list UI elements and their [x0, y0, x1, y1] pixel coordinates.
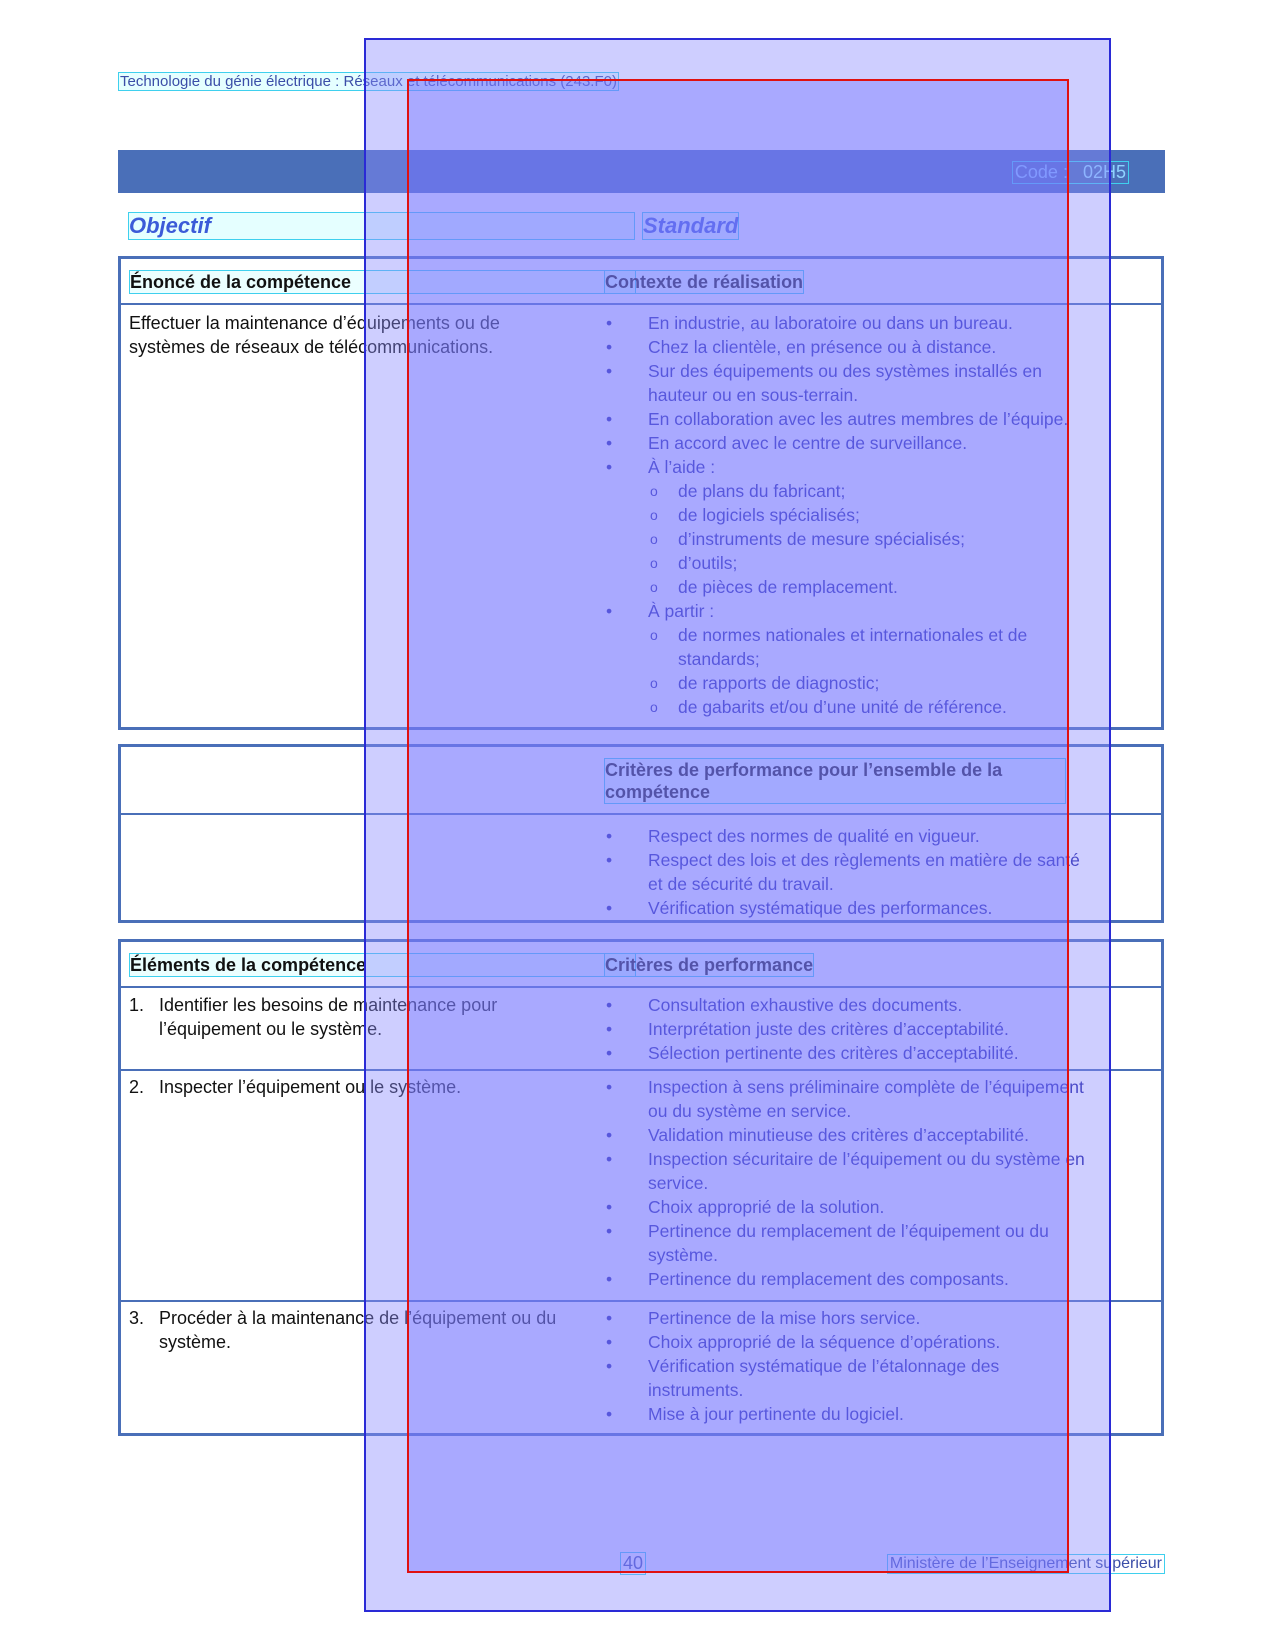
context-item: • En industrie, au laboratoire ou dans un bureau.	[604, 311, 1094, 335]
context-heading: Contexte de réalisation	[605, 272, 804, 292]
performance-criterion: • Pertinence de la mise hors service.	[604, 1306, 1094, 1330]
context-item: • À partir : o de normes nationales et internationales et de standards; o de rapports de diagnostic; o de gabarits et/ou d’une unité de référence.	[604, 599, 1094, 719]
performance-criterion: • Pertinence du remplacement de l’équipement ou du système.	[604, 1219, 1094, 1267]
overall-criterion: • Vérification systématique des performances.	[604, 896, 1094, 920]
page-number: 40	[620, 1552, 646, 1575]
performance-criterion: • Validation minutieuse des critères d’acceptabilité.	[604, 1123, 1094, 1147]
objective-column-heading: Objectif	[128, 212, 635, 240]
performance-criterion: • Inspection sécuritaire de l’équipement ou du système en service.	[604, 1147, 1094, 1195]
code-value: 02H5	[1082, 162, 1126, 182]
elements-heading: Éléments de la compétence	[129, 953, 636, 977]
performance-criterion: • Sélection pertinente des critères d’acceptabilité.	[604, 1041, 1094, 1065]
context-item: • Chez la clientèle, en présence ou à distance.	[604, 335, 1094, 359]
performance-criterion: • Interprétation juste des critères d’acceptabilité.	[604, 1017, 1094, 1041]
context-subitem: o d’instruments de mesure spécialisés;	[648, 527, 1094, 551]
performance-criterion: • Vérification systématique de l’étalonnage des instruments.	[604, 1354, 1094, 1402]
context-subitem: o de logiciels spécialisés;	[648, 503, 1094, 527]
element-number: 3.	[129, 1308, 145, 1328]
context-subitem: o de pièces de remplacement.	[648, 575, 1094, 599]
element-number: 1.	[129, 995, 145, 1015]
overall-criteria-heading: Critères de performance pour l’ensemble de la compétence	[604, 758, 1066, 804]
performance-criterion: • Choix approprié de la solution.	[604, 1195, 1094, 1219]
standard-column-heading: Standard	[643, 213, 739, 238]
performance-criterion: • Consultation exhaustive des documents.	[604, 993, 1094, 1017]
context-subitem: o de gabarits et/ou d’une unité de référence.	[648, 695, 1094, 719]
context-item: • En collaboration avec les autres membres de l’équipe.	[604, 407, 1094, 431]
element-label: Inspecter l’équipement ou le système.	[159, 1077, 462, 1097]
overall-criterion: • Respect des normes de qualité en vigueur.	[604, 824, 1094, 848]
element-label: Identifier les besoins de maintenance pour l’équipement ou le système.	[159, 995, 498, 1039]
competency-statement: Effectuer la maintenance d’équipements ou de systèmes de réseaux de télécommunications.	[129, 313, 500, 357]
context-subitem: o de rapports de diagnostic;	[648, 671, 1094, 695]
overall-criterion: • Respect des lois et des règlements en matière de santé et de sécurité du travail.	[604, 848, 1094, 896]
performance-criterion: • Mise à jour pertinente du logiciel.	[604, 1402, 1094, 1426]
context-subitem: o de normes nationales et internationales et de standards;	[648, 623, 1094, 671]
statement-heading: Énoncé de la compétence	[129, 270, 636, 294]
context-item: • À l’aide : o de plans du fabricant; o de logiciels spécialisés; o d’instruments de mesure spécialisés; o d’outils; o de pièces de remplacement.	[604, 455, 1094, 599]
performance-criterion: • Choix approprié de la séquence d’opérations.	[604, 1330, 1094, 1354]
context-subitem: o d’outils;	[648, 551, 1094, 575]
document-title: Technologie du génie électrique : Réseaux et télécommunications (243.F0)	[120, 73, 617, 90]
context-subitem: o de plans du fabricant;	[648, 479, 1094, 503]
context-item: • Sur des équipements ou des systèmes installés en hauteur ou en sous-terrain.	[604, 359, 1094, 407]
element-number: 2.	[129, 1077, 145, 1097]
context-item: • En accord avec le centre de surveillance.	[604, 431, 1094, 455]
code-label: Code :	[1014, 162, 1068, 182]
element-label: Procéder à la maintenance de l’équipement ou du système.	[159, 1308, 557, 1352]
performance-criterion: • Inspection à sens préliminaire complète de l’équipement ou du système en service.	[604, 1075, 1094, 1123]
ministry-name: Ministère de l’Enseignement supérieur	[887, 1554, 1165, 1574]
performance-criterion: • Pertinence du remplacement des composants.	[604, 1267, 1094, 1291]
highlight-overlay-inner	[407, 79, 1069, 1573]
criteria-heading: Critères de performance	[605, 955, 814, 975]
